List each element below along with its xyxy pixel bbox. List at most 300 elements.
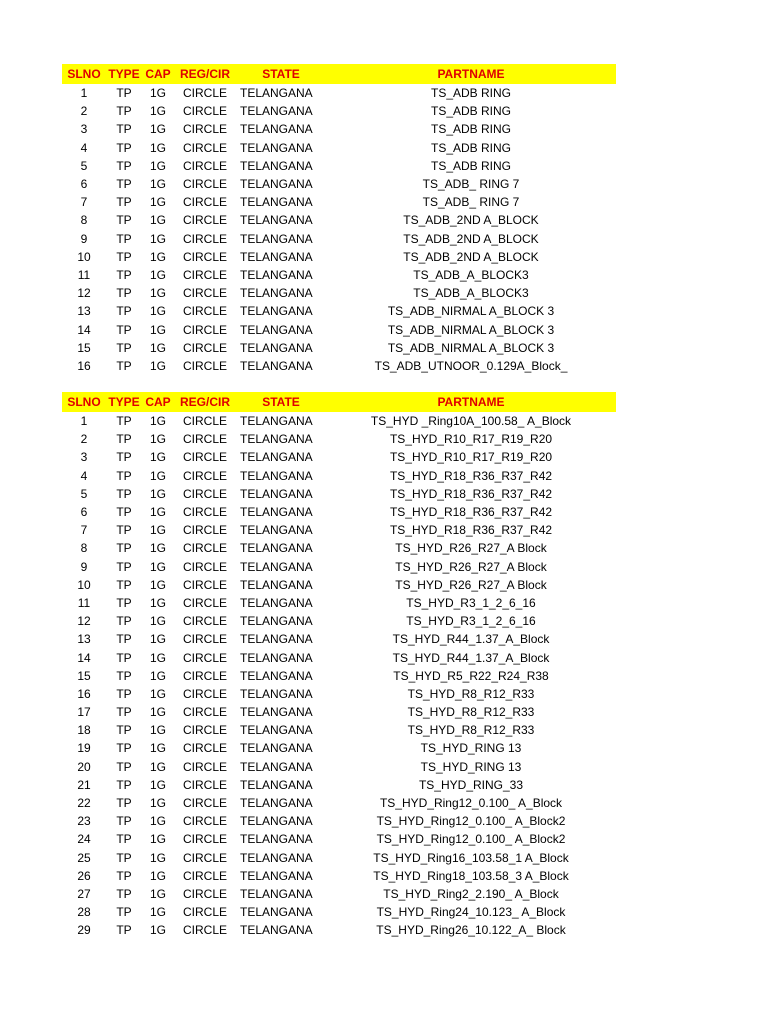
cell-slno: 1 <box>80 414 88 429</box>
cell-cap: 1G <box>149 650 166 665</box>
cell-partname: TS_ADB RING <box>430 122 511 137</box>
cell-partname: TS_ADB RING <box>430 86 511 101</box>
cell-slno: 22 <box>77 796 91 811</box>
ring-table-adb <box>62 64 616 375</box>
table-row <box>62 302 616 320</box>
cell-state: TELANGANA <box>240 322 313 337</box>
cell-regcir: CIRCLE <box>182 86 227 101</box>
cell-type: TP <box>116 450 132 465</box>
table-row <box>62 594 616 612</box>
cell-partname: TS_HYD_R5_R22_R24_R38 <box>393 668 549 683</box>
cell-slno: 6 <box>80 505 88 520</box>
table-row <box>62 157 616 175</box>
cell-regcir: CIRCLE <box>182 486 227 501</box>
cell-type: TP <box>116 814 132 829</box>
cell-type: TP <box>116 832 132 847</box>
table-row <box>62 630 616 648</box>
cell-state: TELANGANA <box>240 358 313 373</box>
cell-regcir: CIRCLE <box>182 140 227 155</box>
cell-type: TP <box>116 468 132 483</box>
cell-regcir: CIRCLE <box>182 705 227 720</box>
cell-slno: 29 <box>77 923 91 938</box>
cell-slno: 14 <box>77 322 91 337</box>
cell-state: TELANGANA <box>240 450 313 465</box>
cell-regcir: CIRCLE <box>182 541 227 556</box>
cell-slno: 8 <box>80 541 88 556</box>
cell-type: TP <box>116 850 132 865</box>
cell-regcir: CIRCLE <box>182 340 227 355</box>
cell-slno: 4 <box>80 468 88 483</box>
cell-type: TP <box>116 86 132 101</box>
cell-cap: 1G <box>149 432 166 447</box>
cell-partname: TS_ADB_NIRMAL A_BLOCK 3 <box>387 340 555 355</box>
cell-type: TP <box>116 486 132 501</box>
cell-state: TELANGANA <box>240 632 313 647</box>
cell-partname: TS_HYD_R18_R36_R37_R42 <box>389 486 553 501</box>
ring-table-hyd <box>62 392 616 939</box>
cell-type: TP <box>116 741 132 756</box>
cell-partname: TS_ADB_2ND A_BLOCK <box>403 213 539 228</box>
cell-regcir: CIRCLE <box>182 814 227 829</box>
cell-regcir: CIRCLE <box>182 358 227 373</box>
cell-type: TP <box>116 759 132 774</box>
cell-slno: 25 <box>77 850 91 865</box>
cell-state: TELANGANA <box>240 86 313 101</box>
cell-state: TELANGANA <box>240 741 313 756</box>
cell-state: TELANGANA <box>240 595 313 610</box>
table-row <box>62 721 616 739</box>
cell-cap: 1G <box>149 86 166 101</box>
cell-cap: 1G <box>149 249 166 264</box>
cell-state: TELANGANA <box>240 832 313 847</box>
cell-type: TP <box>116 886 132 901</box>
cell-slno: 9 <box>80 231 88 246</box>
cell-slno: 14 <box>77 650 91 665</box>
cell-regcir: CIRCLE <box>182 650 227 665</box>
table-row <box>62 667 616 685</box>
cell-state: TELANGANA <box>240 559 313 574</box>
cell-regcir: CIRCLE <box>182 322 227 337</box>
cell-slno: 2 <box>80 432 88 447</box>
cell-cap: 1G <box>149 158 166 173</box>
cell-slno: 12 <box>77 286 91 301</box>
cell-state: TELANGANA <box>240 286 313 301</box>
header-cap: CAP <box>145 395 171 409</box>
cell-partname: TS_HYD_R44_1.37_A_Block <box>392 632 550 647</box>
cell-cap: 1G <box>149 559 166 574</box>
table-row <box>62 430 616 448</box>
cell-type: TP <box>116 614 132 629</box>
cell-cap: 1G <box>149 686 166 701</box>
cell-slno: 27 <box>77 886 91 901</box>
table-row <box>62 211 616 229</box>
cell-state: TELANGANA <box>240 304 313 319</box>
cell-cap: 1G <box>149 850 166 865</box>
table-row <box>62 576 616 594</box>
cell-state: TELANGANA <box>240 486 313 501</box>
cell-type: TP <box>116 523 132 538</box>
table-row <box>62 849 616 867</box>
cell-slno: 28 <box>77 905 91 920</box>
cell-regcir: CIRCLE <box>182 158 227 173</box>
table-row <box>62 448 616 466</box>
cell-regcir: CIRCLE <box>182 122 227 137</box>
table-row <box>62 412 616 430</box>
cell-state: TELANGANA <box>240 249 313 264</box>
cell-partname: TS_HYD_R18_R36_R37_R42 <box>389 468 553 483</box>
table-row <box>62 539 616 557</box>
cell-slno: 11 <box>77 595 91 610</box>
header-state: STATE <box>262 395 300 409</box>
cell-partname: TS_HYD_Ring2_2.190_ A_Block <box>383 886 559 901</box>
cell-cap: 1G <box>149 213 166 228</box>
cell-state: TELANGANA <box>240 541 313 556</box>
cell-regcir: CIRCLE <box>182 595 227 610</box>
cell-partname: TS_HYD_RING 13 <box>420 741 522 756</box>
cell-regcir: CIRCLE <box>182 432 227 447</box>
cell-type: TP <box>116 231 132 246</box>
cell-slno: 20 <box>77 759 91 774</box>
cell-partname: TS_ADB_2ND A_BLOCK <box>403 249 539 264</box>
cell-state: TELANGANA <box>240 158 313 173</box>
header-cap: CAP <box>145 67 171 81</box>
cell-type: TP <box>116 304 132 319</box>
cell-state: TELANGANA <box>240 814 313 829</box>
cell-partname: TS_HYD_R8_R12_R33 <box>407 723 535 738</box>
cell-regcir: CIRCLE <box>182 850 227 865</box>
cell-regcir: CIRCLE <box>182 195 227 210</box>
cell-slno: 9 <box>80 559 88 574</box>
cell-type: TP <box>116 632 132 647</box>
table-row <box>62 467 616 485</box>
cell-type: TP <box>116 340 132 355</box>
table-header <box>62 64 616 84</box>
table-row <box>62 758 616 776</box>
cell-state: TELANGANA <box>240 705 313 720</box>
table-row <box>62 885 616 903</box>
cell-slno: 10 <box>77 249 91 264</box>
cell-type: TP <box>116 104 132 119</box>
header-partname: PARTNAME <box>437 395 505 409</box>
cell-cap: 1G <box>149 796 166 811</box>
cell-slno: 8 <box>80 213 88 228</box>
cell-state: TELANGANA <box>240 650 313 665</box>
cell-partname: TS_ADB_ RING 7 <box>422 177 520 192</box>
table-row <box>62 175 616 193</box>
cell-state: TELANGANA <box>240 796 313 811</box>
cell-cap: 1G <box>149 541 166 556</box>
cell-state: TELANGANA <box>240 523 313 538</box>
cell-type: TP <box>116 686 132 701</box>
cell-partname: TS_HYD_R3_1_2_6_16 <box>406 614 536 629</box>
cell-regcir: CIRCLE <box>182 523 227 538</box>
cell-state: TELANGANA <box>240 340 313 355</box>
cell-regcir: CIRCLE <box>182 104 227 119</box>
cell-slno: 17 <box>77 705 91 720</box>
cell-regcir: CIRCLE <box>182 886 227 901</box>
cell-type: TP <box>116 650 132 665</box>
cell-cap: 1G <box>149 905 166 920</box>
cell-slno: 13 <box>77 632 91 647</box>
cell-slno: 15 <box>77 668 91 683</box>
table-header <box>62 392 616 412</box>
cell-cap: 1G <box>149 195 166 210</box>
cell-partname: TS_HYD_Ring24_10.123_ A_Block <box>376 905 566 920</box>
cell-cap: 1G <box>149 868 166 883</box>
table-row <box>62 648 616 666</box>
cell-type: TP <box>116 122 132 137</box>
cell-regcir: CIRCLE <box>182 759 227 774</box>
cell-cap: 1G <box>149 614 166 629</box>
cell-state: TELANGANA <box>240 122 313 137</box>
table-row <box>62 812 616 830</box>
cell-cap: 1G <box>149 595 166 610</box>
header-slno: SLNO <box>67 67 101 81</box>
cell-regcir: CIRCLE <box>182 559 227 574</box>
cell-state: TELANGANA <box>240 668 313 683</box>
cell-partname: TS_HYD_Ring12_0.100_ A_Block2 <box>376 832 566 847</box>
cell-regcir: CIRCLE <box>182 414 227 429</box>
table-row <box>62 830 616 848</box>
cell-slno: 19 <box>77 741 91 756</box>
cell-slno: 5 <box>80 158 88 173</box>
cell-state: TELANGANA <box>240 850 313 865</box>
cell-state: TELANGANA <box>240 777 313 792</box>
cell-slno: 16 <box>77 686 91 701</box>
cell-type: TP <box>116 249 132 264</box>
cell-partname: TS_HYD_R18_R36_R37_R42 <box>389 523 553 538</box>
cell-state: TELANGANA <box>240 686 313 701</box>
cell-slno: 16 <box>77 358 91 373</box>
cell-slno: 18 <box>77 723 91 738</box>
cell-cap: 1G <box>149 923 166 938</box>
cell-partname: TS_HYD _Ring10A_100.58_ A_Block <box>370 414 572 429</box>
cell-partname: TS_ADB_2ND A_BLOCK <box>403 231 539 246</box>
cell-type: TP <box>116 322 132 337</box>
cell-type: TP <box>116 796 132 811</box>
cell-partname: TS_HYD_Ring26_10.122_A_ Block <box>376 923 566 938</box>
cell-cap: 1G <box>149 814 166 829</box>
cell-cap: 1G <box>149 358 166 373</box>
cell-slno: 10 <box>77 577 91 592</box>
cell-state: TELANGANA <box>240 886 313 901</box>
cell-state: TELANGANA <box>240 104 313 119</box>
cell-regcir: CIRCLE <box>182 286 227 301</box>
cell-slno: 3 <box>80 450 88 465</box>
cell-cap: 1G <box>149 759 166 774</box>
cell-state: TELANGANA <box>240 177 313 192</box>
cell-cap: 1G <box>149 723 166 738</box>
cell-slno: 4 <box>80 140 88 155</box>
cell-partname: TS_HYD_R10_R17_R19_R20 <box>389 450 553 465</box>
cell-state: TELANGANA <box>240 231 313 246</box>
cell-partname: TS_ADB_NIRMAL A_BLOCK 3 <box>387 304 555 319</box>
table-row <box>62 139 616 157</box>
cell-regcir: CIRCLE <box>182 577 227 592</box>
cell-partname: TS_HYD_R8_R12_R33 <box>407 686 535 701</box>
header-slno: SLNO <box>67 395 101 409</box>
cell-type: TP <box>116 432 132 447</box>
cell-partname: TS_ADB RING <box>430 140 511 155</box>
cell-regcir: CIRCLE <box>182 723 227 738</box>
cell-slno: 13 <box>77 304 91 319</box>
cell-regcir: CIRCLE <box>182 267 227 282</box>
table-row <box>62 248 616 266</box>
table-row <box>62 339 616 357</box>
cell-slno: 2 <box>80 104 88 119</box>
cell-state: TELANGANA <box>240 759 313 774</box>
cell-cap: 1G <box>149 304 166 319</box>
cell-state: TELANGANA <box>240 923 313 938</box>
table-row <box>62 612 616 630</box>
cell-type: TP <box>116 923 132 938</box>
cell-type: TP <box>116 505 132 520</box>
cell-cap: 1G <box>149 267 166 282</box>
cell-regcir: CIRCLE <box>182 177 227 192</box>
cell-partname: TS_HYD_RING 13 <box>420 759 522 774</box>
cell-state: TELANGANA <box>240 468 313 483</box>
cell-slno: 26 <box>77 868 91 883</box>
cell-regcir: CIRCLE <box>182 868 227 883</box>
cell-state: TELANGANA <box>240 195 313 210</box>
cell-partname: TS_HYD_Ring12_0.100_ A_Block <box>379 796 563 811</box>
table-row <box>62 685 616 703</box>
table-row <box>62 503 616 521</box>
cell-partname: TS_ADB RING <box>430 104 511 119</box>
cell-regcir: CIRCLE <box>182 741 227 756</box>
cell-cap: 1G <box>149 322 166 337</box>
cell-slno: 23 <box>77 814 91 829</box>
cell-state: TELANGANA <box>240 140 313 155</box>
cell-cap: 1G <box>149 286 166 301</box>
table-row <box>62 320 616 338</box>
header-type: TYPE <box>108 395 140 409</box>
cell-slno: 1 <box>80 86 88 101</box>
cell-type: TP <box>116 577 132 592</box>
table-row <box>62 867 616 885</box>
cell-regcir: CIRCLE <box>182 304 227 319</box>
cell-slno: 24 <box>77 832 91 847</box>
cell-cap: 1G <box>149 104 166 119</box>
cell-regcir: CIRCLE <box>182 231 227 246</box>
cell-slno: 6 <box>80 177 88 192</box>
cell-regcir: CIRCLE <box>182 450 227 465</box>
cell-regcir: CIRCLE <box>182 213 227 228</box>
cell-partname: TS_HYD_Ring16_103.58_1 A_Block <box>373 850 569 865</box>
cell-regcir: CIRCLE <box>182 505 227 520</box>
cell-slno: 11 <box>77 267 91 282</box>
table-row <box>62 521 616 539</box>
cell-partname: TS_ADB_A_BLOCK3 <box>413 267 529 282</box>
cell-partname: TS_ADB_UTNOOR_0.129A_Block_ <box>374 358 568 373</box>
header-partname: PARTNAME <box>437 67 505 81</box>
table-row <box>62 703 616 721</box>
cell-cap: 1G <box>149 450 166 465</box>
cell-partname: TS_HYD_R18_R36_R37_R42 <box>389 505 553 520</box>
cell-type: TP <box>116 541 132 556</box>
cell-state: TELANGANA <box>240 432 313 447</box>
cell-cap: 1G <box>149 340 166 355</box>
cell-cap: 1G <box>149 468 166 483</box>
cell-state: TELANGANA <box>240 723 313 738</box>
table-row <box>62 230 616 248</box>
cell-cap: 1G <box>149 231 166 246</box>
cell-cap: 1G <box>149 122 166 137</box>
header-regcir: REG/CIR <box>179 395 230 409</box>
cell-cap: 1G <box>149 705 166 720</box>
table-body <box>62 84 616 375</box>
table-row <box>62 284 616 302</box>
table-row <box>62 102 616 120</box>
table-row <box>62 794 616 812</box>
cell-partname: TS_HYD_R8_R12_R33 <box>407 705 535 720</box>
cell-state: TELANGANA <box>240 614 313 629</box>
cell-cap: 1G <box>149 177 166 192</box>
cell-cap: 1G <box>149 523 166 538</box>
header-regcir: REG/CIR <box>179 67 230 81</box>
table-row <box>62 357 616 375</box>
cell-cap: 1G <box>149 140 166 155</box>
table-row <box>62 921 616 939</box>
cell-type: TP <box>116 286 132 301</box>
cell-partname: TS_ADB_NIRMAL A_BLOCK 3 <box>387 322 555 337</box>
header-state: STATE <box>262 67 300 81</box>
cell-cap: 1G <box>149 486 166 501</box>
table-row <box>62 776 616 794</box>
cell-partname: TS_ADB RING <box>430 158 511 173</box>
header-type: TYPE <box>108 67 140 81</box>
table-row <box>62 903 616 921</box>
cell-slno: 15 <box>77 340 91 355</box>
table-row <box>62 84 616 102</box>
cell-regcir: CIRCLE <box>182 468 227 483</box>
cell-regcir: CIRCLE <box>182 614 227 629</box>
cell-regcir: CIRCLE <box>182 905 227 920</box>
table-row <box>62 558 616 576</box>
table-row <box>62 120 616 138</box>
cell-slno: 3 <box>80 122 88 137</box>
cell-type: TP <box>116 195 132 210</box>
cell-regcir: CIRCLE <box>182 249 227 264</box>
cell-type: TP <box>116 559 132 574</box>
cell-type: TP <box>116 213 132 228</box>
cell-type: TP <box>116 668 132 683</box>
cell-regcir: CIRCLE <box>182 777 227 792</box>
cell-type: TP <box>116 905 132 920</box>
cell-partname: TS_HYD_R26_R27_A Block <box>395 559 547 574</box>
cell-state: TELANGANA <box>240 577 313 592</box>
cell-cap: 1G <box>149 886 166 901</box>
cell-type: TP <box>116 595 132 610</box>
cell-state: TELANGANA <box>240 213 313 228</box>
table-row <box>62 739 616 757</box>
cell-regcir: CIRCLE <box>182 923 227 938</box>
cell-state: TELANGANA <box>240 267 313 282</box>
cell-partname: TS_HYD_R10_R17_R19_R20 <box>389 432 553 447</box>
cell-partname: TS_HYD_RING_33 <box>418 777 524 792</box>
cell-type: TP <box>116 868 132 883</box>
cell-type: TP <box>116 414 132 429</box>
cell-partname: TS_HYD_R3_1_2_6_16 <box>406 595 536 610</box>
cell-type: TP <box>116 358 132 373</box>
cell-regcir: CIRCLE <box>182 668 227 683</box>
table-row <box>62 193 616 211</box>
cell-partname: TS_HYD_Ring12_0.100_ A_Block2 <box>376 814 566 829</box>
cell-cap: 1G <box>149 777 166 792</box>
table-body <box>62 412 616 939</box>
cell-type: TP <box>116 723 132 738</box>
cell-cap: 1G <box>149 505 166 520</box>
